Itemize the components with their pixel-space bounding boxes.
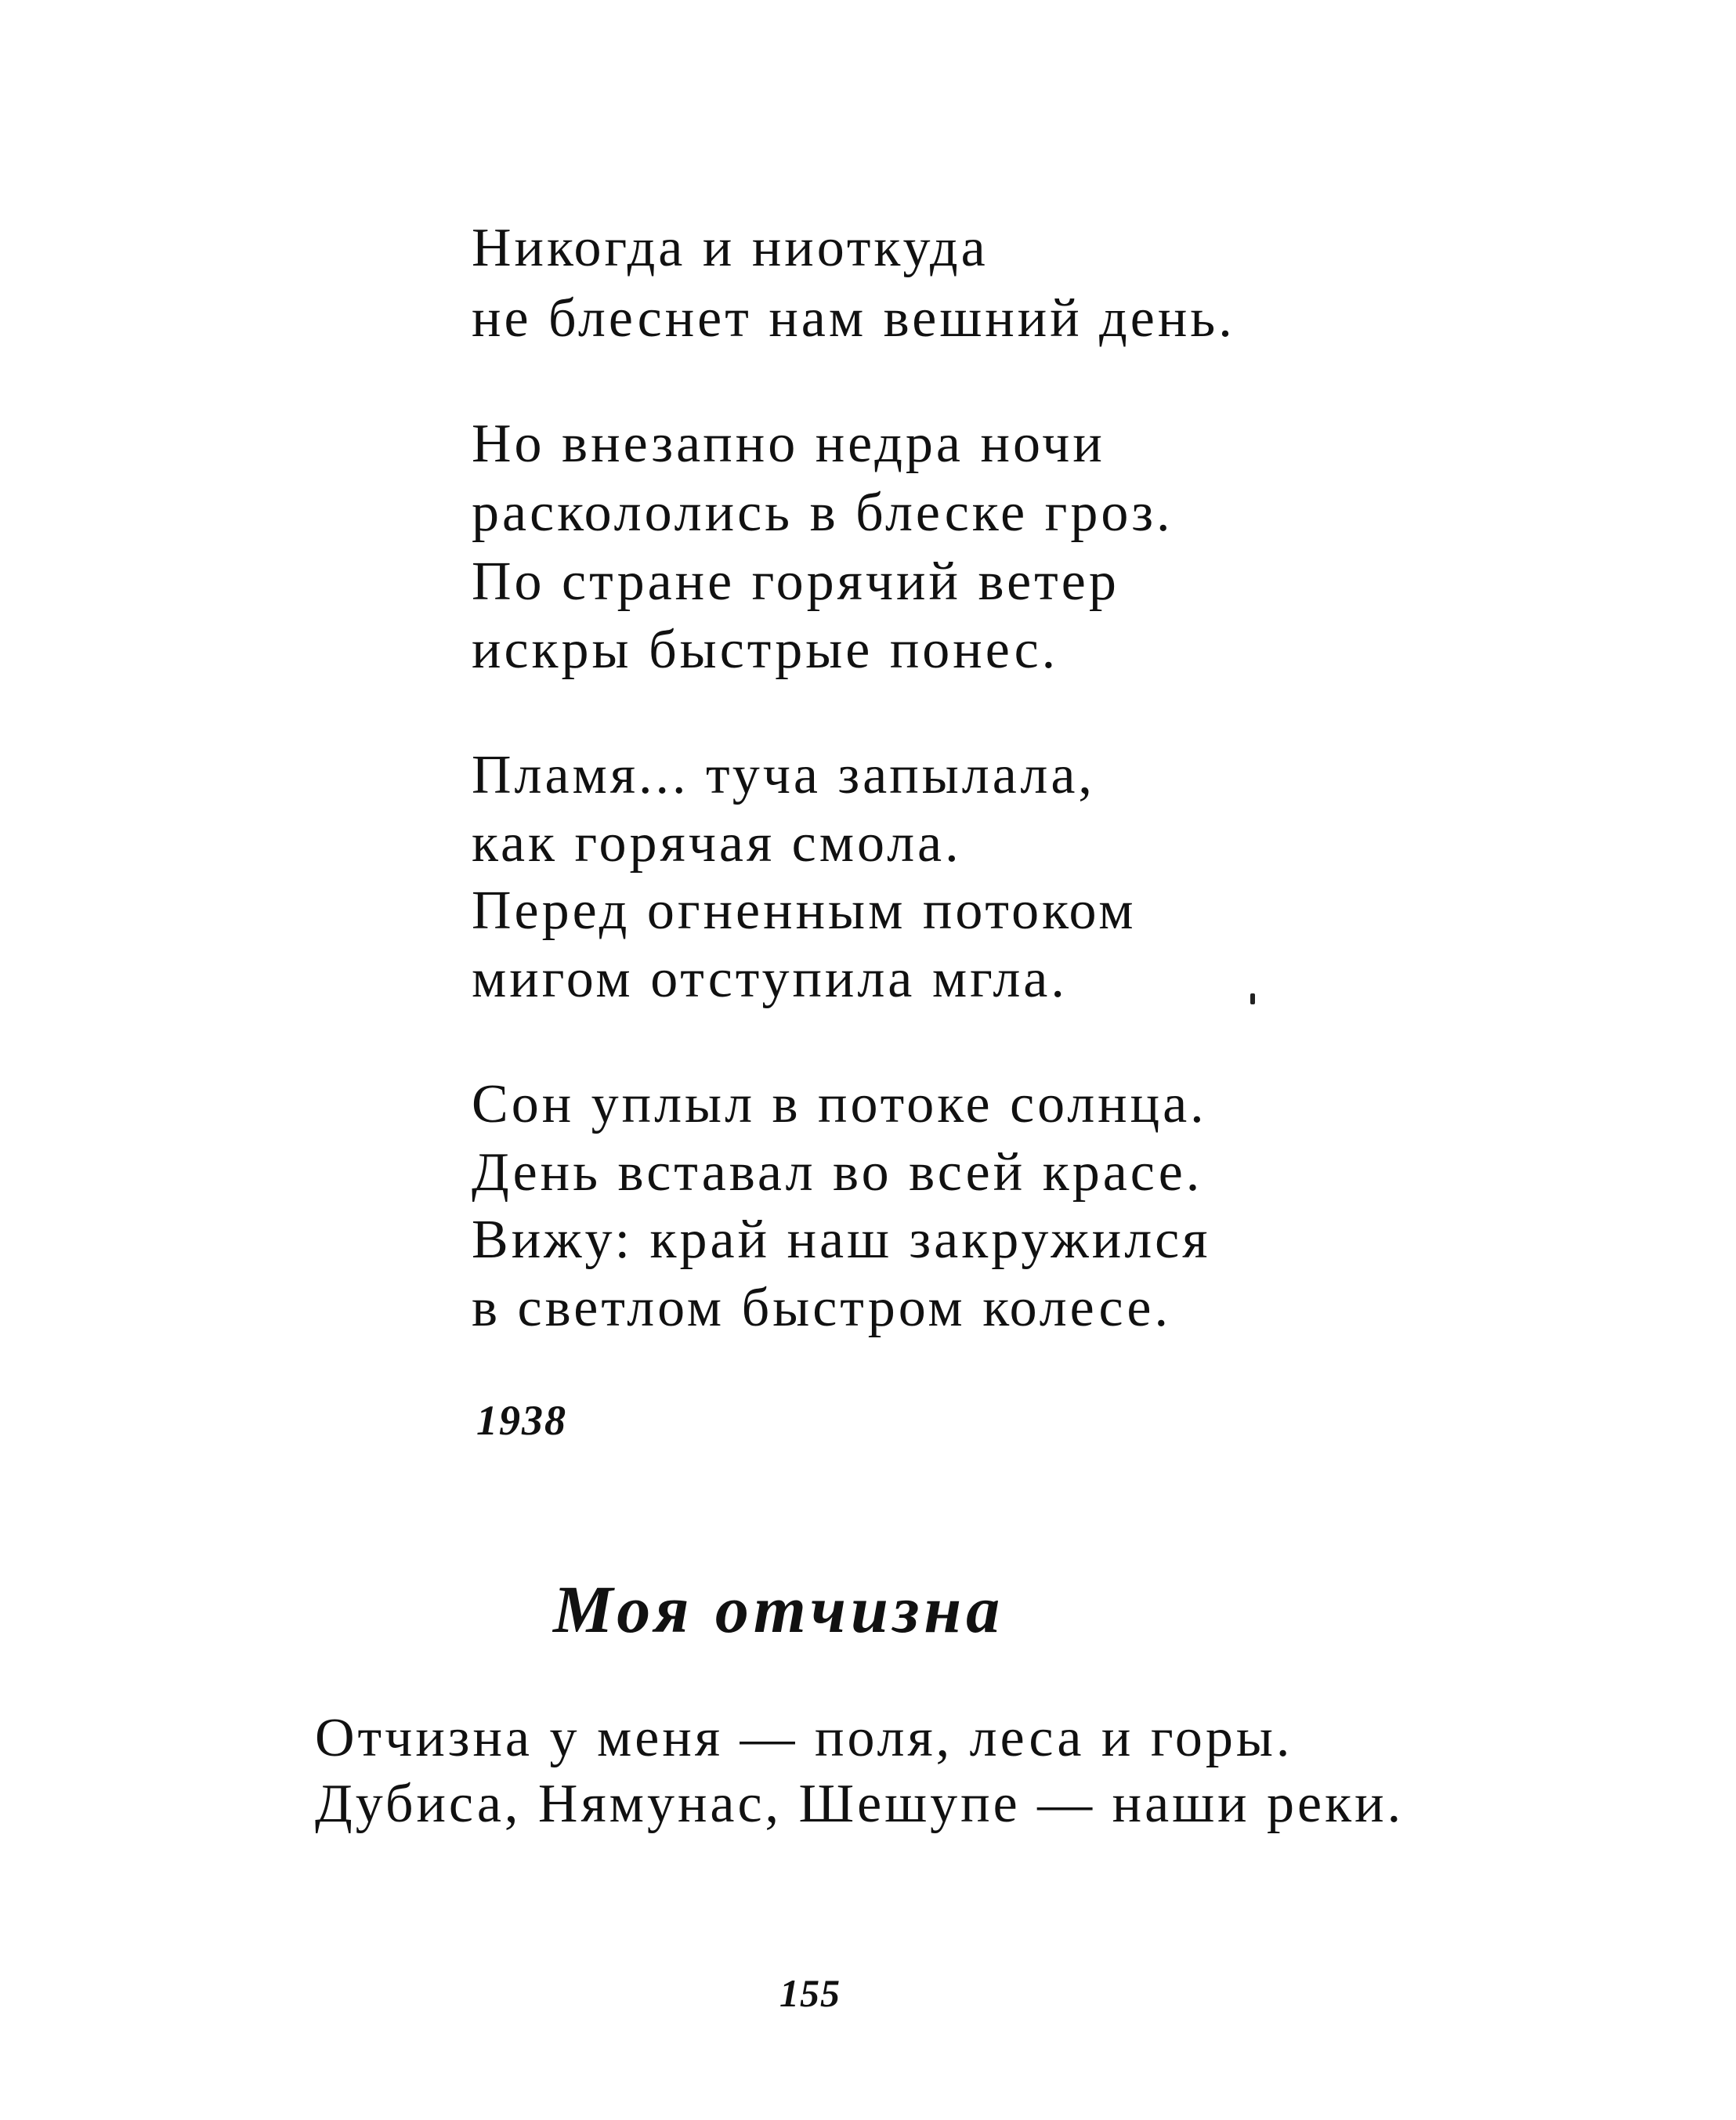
poem-line: раскололись в блеске гроз. [472, 483, 1174, 543]
page-number: 155 [779, 1971, 841, 2015]
poem-line: Никогда и ниоткуда [472, 218, 989, 278]
poem-year: 1938 [476, 1397, 567, 1444]
poem-line: Сон уплыл в потоке солнца. [472, 1074, 1207, 1134]
poem-line: День вставал во всей красе. [472, 1142, 1203, 1203]
print-speck [1250, 993, 1255, 1004]
poem-line: искры быстрые понес. [472, 620, 1059, 680]
poem-line: Перед огненным потоком [472, 881, 1137, 941]
poem-line: По стране горячий ветер [472, 552, 1119, 612]
poem-title: Моя отчизна [553, 1572, 1005, 1647]
poem-line: в светлом быстром колесе. [472, 1278, 1171, 1338]
poem-line: Вижу: край наш закружился [472, 1210, 1211, 1270]
poem-line: Отчизна у меня — поля, леса и горы. [315, 1708, 1293, 1768]
poem-line: Пламя... туча запылала, [472, 745, 1095, 805]
poem-line: не блеснет нам вешний день. [472, 288, 1235, 349]
poem-line: как горячая смола. [472, 813, 962, 874]
poem-line: Дубиса, Нямунас, Шешупе — наши реки. [315, 1774, 1405, 1834]
poem-line: мигом отступила мгла. [472, 949, 1068, 1009]
poem-line: Но внезапно недра ночи [472, 414, 1105, 474]
